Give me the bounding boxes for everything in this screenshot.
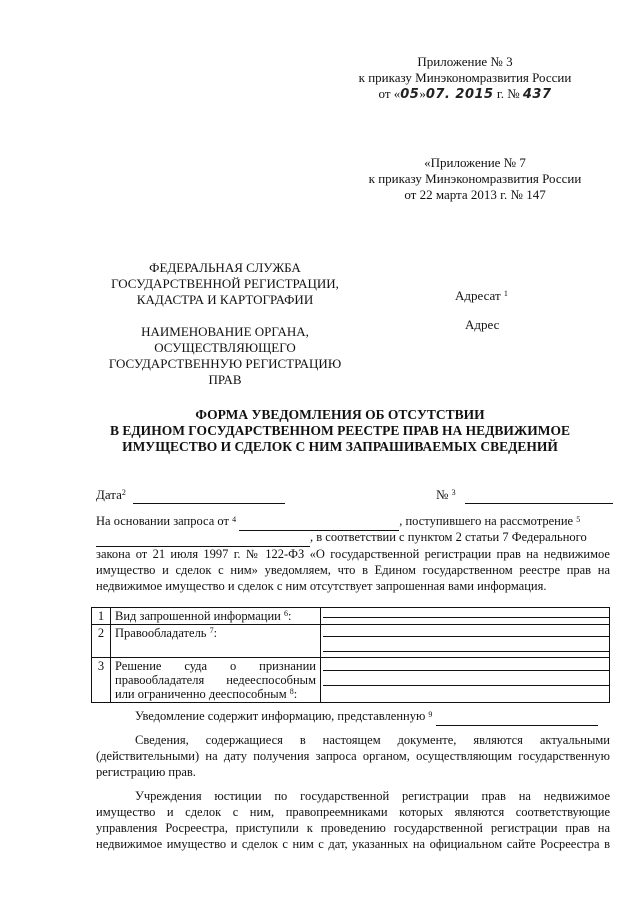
number-field: № $^3$ <box>436 487 613 504</box>
appendix7-date: от 22 марта 2013 г. № 147 <box>404 187 546 202</box>
organ-line: НАИМЕНОВАНИЕ ОРГАНА, <box>141 324 309 339</box>
agency-block <box>90 260 360 388</box>
table-value-cell[interactable] <box>321 608 610 625</box>
notice-line: Уведомление содержит информацию, представленную $^9$ <box>135 709 598 726</box>
table-label: Вид запрошенной информации $^6$: <box>111 608 321 625</box>
basis-line2: , в соответствии с пунктом 2 статьи 7 Федерального <box>96 530 610 547</box>
basis-line1: На основании запроса от $^4$ , поступившего на рассмотрение $^5$ <box>96 514 610 531</box>
date-blank <box>133 487 285 504</box>
basis-line5: недвижимое имущество и сделок с ним отсутствует запрошенная вами информация. <box>96 579 547 593</box>
handwritten-month-year: 07. 2015 <box>425 87 494 102</box>
table-row: 3 Решение суда о признании правообладателя недееспособным или ограниченно дееспособным $^8$: <box>92 658 610 703</box>
table-value-cell[interactable] <box>321 625 610 658</box>
number-blank <box>465 487 613 504</box>
appendix7-title: «Приложение № 7 <box>424 155 526 170</box>
table-value-cell[interactable] <box>321 658 610 703</box>
addressee-label: Адресат $^1$ <box>455 288 508 303</box>
para2-line1: Учреждения юстиции по государственной регистрации прав на недвижимое <box>135 789 610 803</box>
handwritten-day: 05 <box>400 87 420 102</box>
appendix7-header <box>340 155 610 203</box>
handwritten-order-number: 437 <box>522 87 552 102</box>
para2-line3: управления Росреестра, приступили к проведению государственной регистрации прав на <box>96 821 610 835</box>
organ-line: ОСУЩЕСТВЛЯЮЩЕГО <box>154 340 296 355</box>
notice-blank <box>436 709 598 726</box>
address-label: Адрес <box>465 317 500 332</box>
appendix3-order: к приказу Минэкономразвития России <box>358 70 572 85</box>
info-table <box>91 607 610 703</box>
date-field: Дата$^2$ <box>96 487 285 504</box>
received-date-blank <box>96 530 310 547</box>
table-label: Правообладатель $^7$: <box>111 625 321 658</box>
table-label: Решение суда о признании правообладателя недееспособным или ограниченно дееспособным $^8$: <box>111 658 321 703</box>
basis-line4: имущество и сделок с ним» уведомляем, что в Едином государственном реестре прав на <box>96 563 610 577</box>
request-date-blank <box>239 514 399 531</box>
appendix3-header <box>330 54 600 103</box>
form-title: ФОРМА УВЕДОМЛЕНИЯ ОБ ОТСУТСТВИИ В ЕДИНОМ ГОСУДАРСТВЕННОМ РЕЕСТРЕ ПРАВ НА НЕДВИЖИМОЕ ИМУЩЕСТВО И СДЕЛОК С НИМ ЗАПРАШИВАЕМЫХ СВЕДЕНИЙ <box>110 407 570 454</box>
agency-line: КАДАСТРА И КАРТОГРАФИИ <box>136 292 314 307</box>
agency-line: ГОСУДАРСТВЕННОЙ РЕГИСТРАЦИИ, <box>111 276 339 291</box>
table-row: 1 Вид запрошенной информации $^6$: <box>92 608 610 625</box>
appendix3-date: от «05»07. 2015 г. № 437 <box>378 86 552 102</box>
para1-line3: регистрацию прав. <box>96 765 196 779</box>
table-row: 2 Правообладатель $^7$: <box>92 625 610 658</box>
para1-line2: (действительными) на дату получения запроса органом, осуществляющим государственную <box>96 749 610 763</box>
para2-line4: недвижимое имущество и сделок с ним с дат, указанных на официальном сайте Росреестра в <box>96 837 610 851</box>
basis-line3: закона от 21 июля 1997 г. № 122-ФЗ «О государственной регистрации прав на недвижимое <box>96 547 610 561</box>
organ-line: ГОСУДАРСТВЕННУЮ РЕГИСТРАЦИЮ <box>108 356 342 371</box>
appendix3-title: Приложение № 3 <box>417 54 513 69</box>
agency-line: ФЕДЕРАЛЬНАЯ СЛУЖБА <box>149 260 301 275</box>
appendix7-order: к приказу Минэкономразвития России <box>368 171 582 186</box>
organ-line: ПРАВ <box>208 372 242 387</box>
para2-line2: имущество и сделок с ним, правопреемниками которых являются соответствующие <box>96 805 610 819</box>
para1-line1: Сведения, содержащиеся в настоящем документе, являются актуальными <box>135 733 610 747</box>
